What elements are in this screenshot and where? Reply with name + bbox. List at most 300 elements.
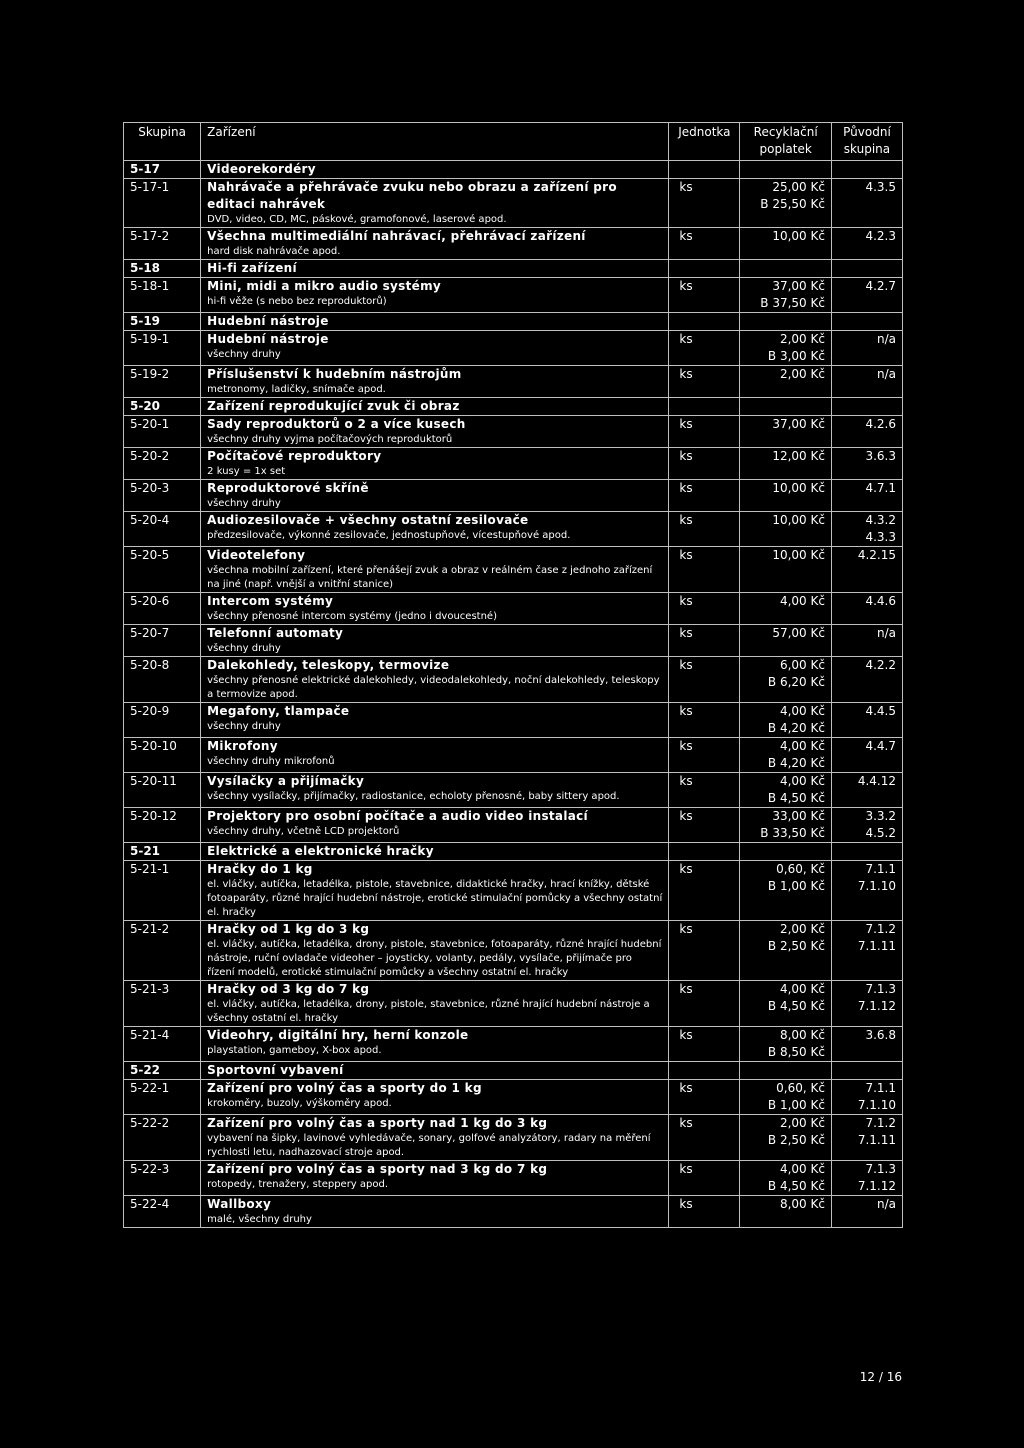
item-code: 5-20-11 xyxy=(124,773,201,808)
orig-group: 4.2.15 xyxy=(857,548,896,562)
item-name: Hračky do 1 kg xyxy=(207,862,313,876)
group-code: 5-22 xyxy=(124,1062,201,1080)
item-unit: ks xyxy=(669,1115,740,1161)
item-code: 5-17-2 xyxy=(124,228,201,260)
item-orig xyxy=(831,738,902,773)
fee-value-b: B 37,50 Kč xyxy=(760,296,825,310)
item-unit: ks xyxy=(669,808,740,843)
table-row xyxy=(124,657,903,703)
item-orig xyxy=(831,1080,902,1115)
orig-group-2: 4.3.3 xyxy=(865,530,896,544)
fee-value-b: B 4,50 Kč xyxy=(767,999,825,1013)
item-fee xyxy=(740,921,832,981)
item-unit: ks xyxy=(669,547,740,593)
item-orig xyxy=(831,547,902,593)
item-orig xyxy=(831,179,902,228)
orig-group-2: 7.1.12 xyxy=(857,999,896,1013)
item-cell xyxy=(201,921,669,981)
orig-group: 4.2.7 xyxy=(865,279,896,293)
item-name: Dalekohledy, teleskopy, termovize xyxy=(207,658,450,672)
orig-group: 7.1.2 xyxy=(865,922,896,936)
orig-group: n/a xyxy=(876,332,896,346)
item-fee xyxy=(740,1027,832,1062)
item-code: 5-21-2 xyxy=(124,921,201,981)
group-code: 5-21 xyxy=(124,843,201,861)
table-row xyxy=(124,773,903,808)
item-orig xyxy=(831,480,902,512)
item-fee xyxy=(740,278,832,313)
item-unit: ks xyxy=(669,416,740,448)
item-unit: ks xyxy=(669,657,740,703)
item-cell xyxy=(201,657,669,703)
table-row xyxy=(124,547,903,593)
table-row xyxy=(124,179,903,228)
item-desc: vybavení na šipky, lavinové vyhledávače, sonary, golfové analyzátory, radary na měření rychlosti letu, nadhazovací stroje apod. xyxy=(207,1133,651,1158)
fee-value-b: B 2,50 Kč xyxy=(767,1133,825,1147)
item-unit: ks xyxy=(669,1027,740,1062)
item-code: 5-21-4 xyxy=(124,1027,201,1062)
item-desc: všechny přenosné intercom systémy (jedno i dvoucestné) xyxy=(207,611,497,622)
item-desc: všechny druhy xyxy=(207,721,281,732)
item-desc: všechny druhy xyxy=(207,349,281,360)
item-cell xyxy=(201,1196,669,1228)
item-name: Počítačové reproduktory xyxy=(207,449,382,463)
item-fee xyxy=(740,228,832,260)
item-desc: všechny druhy mikrofonů xyxy=(207,756,335,767)
fee-value-b: B 4,50 Kč xyxy=(767,1179,825,1193)
item-orig xyxy=(831,1196,902,1228)
item-desc: všechny druhy vyjma počítačových reproduktorů xyxy=(207,434,453,445)
item-unit: ks xyxy=(669,861,740,921)
item-desc: všechny vysílačky, přijímačky, radiostanice, echoloty přenosné, baby sittery apod. xyxy=(207,791,620,802)
item-code: 5-20-7 xyxy=(124,625,201,657)
item-desc: 2 kusy = 1x set xyxy=(207,466,286,477)
item-fee xyxy=(740,547,832,593)
item-cell xyxy=(201,366,669,398)
item-cell xyxy=(201,1027,669,1062)
orig-group: 7.1.3 xyxy=(865,982,896,996)
item-fee xyxy=(740,738,832,773)
item-unit: ks xyxy=(669,512,740,547)
item-desc: všechny druhy, včetně LCD projektorů xyxy=(207,826,400,837)
table-row xyxy=(124,278,903,313)
fee-value: 4,00 Kč xyxy=(779,704,825,718)
item-code: 5-20-9 xyxy=(124,703,201,738)
table-row xyxy=(124,1080,903,1115)
group-row xyxy=(124,1062,903,1080)
table-row xyxy=(124,981,903,1027)
fee-value: 0,60, Kč xyxy=(776,1081,825,1095)
table-row xyxy=(124,1161,903,1196)
item-name: Nahrávače a přehrávače zvuku nebo obrazu a zařízení pro editaci nahrávek xyxy=(207,180,617,211)
fee-value-b: B 33,50 Kč xyxy=(760,826,825,840)
orig-group: 4.2.2 xyxy=(865,658,896,672)
item-orig xyxy=(831,1115,902,1161)
item-orig xyxy=(831,278,902,313)
table-row xyxy=(124,625,903,657)
item-desc: rotopedy, trenažery, steppery apod. xyxy=(207,1179,389,1190)
fee-value: 12,00 Kč xyxy=(772,449,825,463)
table-row xyxy=(124,921,903,981)
item-desc: hi-fi věže (s nebo bez reproduktorů) xyxy=(207,296,387,307)
item-code: 5-20-10 xyxy=(124,738,201,773)
item-name: Videotelefony xyxy=(207,548,306,562)
item-cell xyxy=(201,512,669,547)
header-device: Zařízení xyxy=(201,123,669,161)
item-unit: ks xyxy=(669,448,740,480)
item-cell xyxy=(201,593,669,625)
item-fee xyxy=(740,416,832,448)
orig-group: 7.1.3 xyxy=(865,1162,896,1176)
item-name: Všechna multimediální nahrávací, přehrávací zařízení xyxy=(207,229,586,243)
orig-group: 4.4.7 xyxy=(865,739,896,753)
item-desc: playstation, gameboy, X-box apod. xyxy=(207,1045,382,1056)
item-fee xyxy=(740,1115,832,1161)
item-orig xyxy=(831,657,902,703)
page-number: 12 / 16 xyxy=(859,1370,902,1384)
item-orig xyxy=(831,861,902,921)
item-unit: ks xyxy=(669,625,740,657)
item-name: Telefonní automaty xyxy=(207,626,344,640)
fee-value: 25,00 Kč xyxy=(772,180,825,194)
table-row xyxy=(124,512,903,547)
item-desc: všechny přenosné elektrické dalekohledy, videodalekohledy, noční dalekohledy, teleskopy a termovize apod. xyxy=(207,675,660,700)
item-code: 5-20-12 xyxy=(124,808,201,843)
table-row xyxy=(124,1196,903,1228)
item-name: Reproduktorové skříně xyxy=(207,481,369,495)
table-row xyxy=(124,331,903,366)
table-row xyxy=(124,480,903,512)
item-fee xyxy=(740,808,832,843)
header-unit: Jednotka xyxy=(669,123,740,161)
fee-value: 8,00 Kč xyxy=(779,1028,825,1042)
item-orig xyxy=(831,512,902,547)
table-row xyxy=(124,416,903,448)
item-orig xyxy=(831,331,902,366)
group-row xyxy=(124,843,903,861)
fee-value: 6,00 Kč xyxy=(779,658,825,672)
item-fee xyxy=(740,331,832,366)
item-desc: el. vláčky, autíčka, letadélka, drony, pistole, stavebnice, různé hrající hudební nástroje a všechny ostatní el. hračky xyxy=(207,999,650,1024)
item-name: Audiozesilovače + všechny ostatní zesilovače xyxy=(207,513,529,527)
item-orig xyxy=(831,1161,902,1196)
item-unit: ks xyxy=(669,179,740,228)
item-fee xyxy=(740,657,832,703)
item-fee xyxy=(740,1080,832,1115)
fee-value-b: B 8,50 Kč xyxy=(767,1045,825,1059)
item-code: 5-20-1 xyxy=(124,416,201,448)
item-cell xyxy=(201,331,669,366)
header-fee: Recyklační poplatek xyxy=(740,123,832,161)
item-code: 5-21-1 xyxy=(124,861,201,921)
item-cell xyxy=(201,773,669,808)
orig-group-2: 7.1.12 xyxy=(857,1179,896,1193)
fee-value: 4,00 Kč xyxy=(779,1162,825,1176)
item-desc: všechny druhy xyxy=(207,643,281,654)
item-code: 5-20-4 xyxy=(124,512,201,547)
item-fee xyxy=(740,773,832,808)
fee-value-b: B 4,20 Kč xyxy=(767,756,825,770)
item-unit: ks xyxy=(669,366,740,398)
item-desc: DVD, video, CD, MC, páskové, gramofonové, laserové apod. xyxy=(207,214,507,225)
orig-group: 4.4.5 xyxy=(865,704,896,718)
item-code: 5-21-3 xyxy=(124,981,201,1027)
fee-value: 2,00 Kč xyxy=(779,922,825,936)
item-cell xyxy=(201,703,669,738)
item-unit: ks xyxy=(669,1080,740,1115)
item-unit: ks xyxy=(669,480,740,512)
item-unit: ks xyxy=(669,773,740,808)
item-orig xyxy=(831,808,902,843)
item-cell xyxy=(201,278,669,313)
group-row xyxy=(124,398,903,416)
item-orig xyxy=(831,416,902,448)
fee-value: 0,60, Kč xyxy=(776,862,825,876)
orig-group: 7.1.1 xyxy=(865,1081,896,1095)
item-code: 5-18-1 xyxy=(124,278,201,313)
table-row xyxy=(124,861,903,921)
item-orig xyxy=(831,981,902,1027)
item-cell xyxy=(201,625,669,657)
item-desc: krokoměry, buzoly, výškoměry apod. xyxy=(207,1098,392,1109)
fee-value-b: B 4,20 Kč xyxy=(767,721,825,735)
table-row xyxy=(124,703,903,738)
item-name: Zařízení pro volný čas a sporty nad 3 kg do 7 kg xyxy=(207,1162,548,1176)
item-unit: ks xyxy=(669,1196,740,1228)
table-row xyxy=(124,593,903,625)
group-row xyxy=(124,260,903,278)
item-cell xyxy=(201,738,669,773)
item-code: 5-22-1 xyxy=(124,1080,201,1115)
group-name: Videorekordéry xyxy=(201,161,669,179)
table-header-row xyxy=(124,123,903,161)
item-cell xyxy=(201,808,669,843)
group-code: 5-19 xyxy=(124,313,201,331)
item-code: 5-20-5 xyxy=(124,547,201,593)
orig-group-2: 7.1.11 xyxy=(857,1133,896,1147)
item-orig xyxy=(831,1027,902,1062)
fee-value: 57,00 Kč xyxy=(772,626,825,640)
item-orig xyxy=(831,921,902,981)
item-desc: hard disk nahrávače apod. xyxy=(207,246,341,257)
item-fee xyxy=(740,861,832,921)
item-name: Videohry, digitální hry, herní konzole xyxy=(207,1028,469,1042)
item-cell xyxy=(201,1080,669,1115)
header-group: Skupina xyxy=(124,123,201,161)
table-row xyxy=(124,228,903,260)
item-cell xyxy=(201,1115,669,1161)
fee-value: 37,00 Kč xyxy=(772,417,825,431)
orig-group: 4.7.1 xyxy=(865,481,896,495)
item-cell xyxy=(201,981,669,1027)
orig-group: n/a xyxy=(876,1197,896,1211)
item-orig xyxy=(831,448,902,480)
orig-group: 4.4.6 xyxy=(865,594,896,608)
fee-value: 8,00 Kč xyxy=(779,1197,825,1211)
item-cell xyxy=(201,448,669,480)
item-code: 5-20-8 xyxy=(124,657,201,703)
group-row xyxy=(124,313,903,331)
orig-group: 4.4.12 xyxy=(857,774,896,788)
fee-value: 10,00 Kč xyxy=(772,481,825,495)
group-name: Hi-fi zařízení xyxy=(201,260,669,278)
item-unit: ks xyxy=(669,1161,740,1196)
item-cell xyxy=(201,228,669,260)
item-orig xyxy=(831,625,902,657)
fee-value: 4,00 Kč xyxy=(779,774,825,788)
table-row xyxy=(124,1027,903,1062)
table-row xyxy=(124,1115,903,1161)
item-cell xyxy=(201,179,669,228)
item-fee xyxy=(740,593,832,625)
item-desc: malé, všechny druhy xyxy=(207,1214,312,1225)
item-fee xyxy=(740,625,832,657)
item-fee xyxy=(740,366,832,398)
group-name: Zařízení reprodukující zvuk či obraz xyxy=(201,398,669,416)
group-code: 5-20 xyxy=(124,398,201,416)
item-orig xyxy=(831,773,902,808)
fee-value-b: B 1,00 Kč xyxy=(767,879,825,893)
fee-value: 2,00 Kč xyxy=(779,1116,825,1130)
fee-value: 10,00 Kč xyxy=(772,548,825,562)
orig-group-2: 7.1.11 xyxy=(857,939,896,953)
item-code: 5-22-2 xyxy=(124,1115,201,1161)
orig-group: n/a xyxy=(876,626,896,640)
item-orig xyxy=(831,366,902,398)
item-code: 5-19-1 xyxy=(124,331,201,366)
fee-value-b: B 2,50 Kč xyxy=(767,939,825,953)
item-fee xyxy=(740,981,832,1027)
group-name: Hudební nástroje xyxy=(201,313,669,331)
item-unit: ks xyxy=(669,331,740,366)
item-code: 5-19-2 xyxy=(124,366,201,398)
fee-value: 10,00 Kč xyxy=(772,513,825,527)
item-cell xyxy=(201,861,669,921)
item-name: Intercom systémy xyxy=(207,594,334,608)
table-row xyxy=(124,808,903,843)
item-fee xyxy=(740,480,832,512)
fee-value: 33,00 Kč xyxy=(772,809,825,823)
fee-value: 4,00 Kč xyxy=(779,739,825,753)
item-code: 5-20-3 xyxy=(124,480,201,512)
orig-group: 3.6.3 xyxy=(865,449,896,463)
header-orig: Původní skupina xyxy=(831,123,902,161)
item-name: Mini, midi a mikro audio systémy xyxy=(207,279,442,293)
item-desc: metronomy, ladičky, snímače apod. xyxy=(207,384,386,395)
fee-value-b: B 3,00 Kč xyxy=(767,349,825,363)
item-unit: ks xyxy=(669,703,740,738)
item-name: Sady reproduktorů o 2 a více kusech xyxy=(207,417,466,431)
item-name: Hračky od 1 kg do 3 kg xyxy=(207,922,370,936)
orig-group: 4.3.2 xyxy=(865,513,896,527)
item-name: Příslušenství k hudebním nástrojům xyxy=(207,367,462,381)
fee-value: 4,00 Kč xyxy=(779,982,825,996)
item-fee xyxy=(740,1161,832,1196)
item-unit: ks xyxy=(669,738,740,773)
table-body xyxy=(124,161,903,1228)
item-cell xyxy=(201,480,669,512)
item-name: Mikrofony xyxy=(207,739,278,753)
orig-group: 7.1.2 xyxy=(865,1116,896,1130)
item-unit: ks xyxy=(669,921,740,981)
item-desc: předzesilovače, výkonné zesilovače, jednostupňové, vícestupňové apod. xyxy=(207,530,571,541)
item-name: Projektory pro osobní počítače a audio video instalací xyxy=(207,809,588,823)
item-orig xyxy=(831,228,902,260)
fee-value: 37,00 Kč xyxy=(772,279,825,293)
item-name: Zařízení pro volný čas a sporty nad 1 kg do 3 kg xyxy=(207,1116,548,1130)
item-cell xyxy=(201,416,669,448)
orig-group: n/a xyxy=(876,367,896,381)
fee-value-b: B 1,00 Kč xyxy=(767,1098,825,1112)
fee-value-b: B 4,50 Kč xyxy=(767,791,825,805)
table-row xyxy=(124,366,903,398)
item-fee xyxy=(740,512,832,547)
orig-group: 3.6.8 xyxy=(865,1028,896,1042)
item-desc: všechna mobilní zařízení, které přenášejí zvuk a obraz v reálném čase z jednoho zařízení na jiné (např. vnější a vnitřní stanice) xyxy=(207,565,653,590)
orig-group: 7.1.1 xyxy=(865,862,896,876)
group-code: 5-18 xyxy=(124,260,201,278)
item-desc: el. vláčky, autíčka, letadélka, pistole, stavebnice, didaktické hračky, hrací knížky, dětské fotoaparáty, různé hrající hudební nástroje, erotické stimulační pomůcky a všechny ostatní el. hračky xyxy=(207,879,663,918)
item-code: 5-22-4 xyxy=(124,1196,201,1228)
item-unit: ks xyxy=(669,228,740,260)
item-code: 5-22-3 xyxy=(124,1161,201,1196)
item-unit: ks xyxy=(669,593,740,625)
item-name: Zařízení pro volný čas a sporty do 1 kg xyxy=(207,1081,482,1095)
item-fee xyxy=(740,179,832,228)
item-fee xyxy=(740,448,832,480)
group-name: Elektrické a elektronické hračky xyxy=(201,843,669,861)
item-fee xyxy=(740,703,832,738)
item-code: 5-20-2 xyxy=(124,448,201,480)
orig-group-2: 7.1.10 xyxy=(857,1098,896,1112)
item-orig xyxy=(831,593,902,625)
orig-group-2: 7.1.10 xyxy=(857,879,896,893)
item-unit: ks xyxy=(669,981,740,1027)
fee-value: 2,00 Kč xyxy=(779,367,825,381)
item-desc: všechny druhy xyxy=(207,498,281,509)
item-name: Megafony, tlampače xyxy=(207,704,350,718)
orig-group-2: 4.5.2 xyxy=(865,826,896,840)
item-name: Wallboxy xyxy=(207,1197,272,1211)
group-name: Sportovní vybavení xyxy=(201,1062,669,1080)
item-code: 5-20-6 xyxy=(124,593,201,625)
orig-group: 3.3.2 xyxy=(865,809,896,823)
fee-table xyxy=(123,122,903,1228)
fee-value: 2,00 Kč xyxy=(779,332,825,346)
orig-group: 4.2.3 xyxy=(865,229,896,243)
item-cell xyxy=(201,547,669,593)
fee-value-b: B 6,20 Kč xyxy=(767,675,825,689)
orig-group: 4.2.6 xyxy=(865,417,896,431)
item-unit: ks xyxy=(669,278,740,313)
item-name: Vysílačky a přijímačky xyxy=(207,774,365,788)
item-cell xyxy=(201,1161,669,1196)
fee-value: 10,00 Kč xyxy=(772,229,825,243)
table-row xyxy=(124,448,903,480)
group-code: 5-17 xyxy=(124,161,201,179)
item-name: Hudební nástroje xyxy=(207,332,329,346)
fee-value-b: B 25,50 Kč xyxy=(760,197,825,211)
fee-value: 4,00 Kč xyxy=(779,594,825,608)
orig-group: 4.3.5 xyxy=(865,180,896,194)
item-name: Hračky od 3 kg do 7 kg xyxy=(207,982,370,996)
group-row xyxy=(124,161,903,179)
item-desc: el. vláčky, autíčka, letadélka, drony, pistole, stavebnice, fotoaparáty, různé hrající hudební nástroje, ruční ovladače videoher – joysticky, volanty, pedály, vysílače, přijímače pro řízení modelů, erotické stimulační pomůcky a všechny ostatní el. hračky xyxy=(207,939,662,978)
item-orig xyxy=(831,703,902,738)
item-fee xyxy=(740,1196,832,1228)
table-row xyxy=(124,738,903,773)
item-code: 5-17-1 xyxy=(124,179,201,228)
